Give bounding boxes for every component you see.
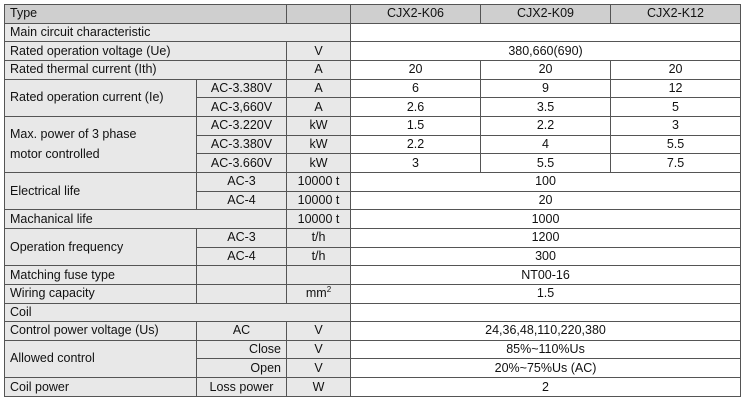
label-mechanical-life: Machanical life <box>5 210 287 229</box>
unit-operation-current-1: A <box>287 79 351 98</box>
value-thermal-current-k06: 20 <box>351 60 481 79</box>
cat-coil-power: Loss power <box>197 378 287 397</box>
value-rated-voltage: 380,660(690) <box>351 42 741 61</box>
label-wiring-capacity: Wiring capacity <box>5 284 197 303</box>
cat-max-power-1: AC-3.220V <box>197 116 287 135</box>
cat-electrical-life-1: AC-3 <box>197 172 287 191</box>
unit-max-power-2: kW <box>287 135 351 154</box>
value-electrical-life-2: 20 <box>351 191 741 210</box>
value-max-power-2-k06: 2.2 <box>351 135 481 154</box>
value-max-power-2-k09: 4 <box>481 135 611 154</box>
cat-max-power-2: AC-3.380V <box>197 135 287 154</box>
unit-coil-power: W <box>287 378 351 397</box>
value-mechanical-life: 1000 <box>351 210 741 229</box>
unit-operation-frequency-2: t/h <box>287 247 351 266</box>
unit-max-power-1: kW <box>287 116 351 135</box>
label-rated-voltage: Rated operation voltage (Ue) <box>5 42 287 61</box>
unit-mechanical-life: 10000 t <box>287 210 351 229</box>
unit-operation-current-2: A <box>287 98 351 117</box>
value-operation-current-2-k09: 3.5 <box>481 98 611 117</box>
label-max-power-line1: Max. power of 3 phase <box>10 127 137 142</box>
section-row-main <box>5 23 741 42</box>
value-operation-frequency-2: 300 <box>351 247 741 266</box>
value-operation-current-1-k06: 6 <box>351 79 481 98</box>
unit-allowed-control-close: V <box>287 340 351 359</box>
value-max-power-3-k06: 3 <box>351 154 481 173</box>
value-allowed-control-open: 20%~75%Us (AC) <box>351 359 741 378</box>
cat-operation-frequency-1: AC-3 <box>197 228 287 247</box>
value-thermal-current-k12: 20 <box>611 60 741 79</box>
model-header-k12: CJX2-K12 <box>611 5 741 24</box>
value-coil-power: 2 <box>351 378 741 397</box>
row-coil-power <box>5 378 741 397</box>
value-operation-current-1-k12: 12 <box>611 79 741 98</box>
model-header-k09: CJX2-K09 <box>481 5 611 24</box>
section-row-coil <box>5 303 741 322</box>
row-control-voltage <box>5 322 741 341</box>
value-control-voltage: 24,36,48,110,220,380 <box>351 322 741 341</box>
label-thermal-current: Rated thermal current (Ith) <box>5 60 287 79</box>
unit-max-power-3: kW <box>287 154 351 173</box>
row-fuse-type <box>5 266 741 285</box>
row-operation-frequency-1 <box>5 228 741 247</box>
row-wiring-capacity <box>5 284 741 303</box>
cat-electrical-life-2: AC-4 <box>197 191 287 210</box>
section-main-circuit: Main circuit characteristic <box>5 23 351 42</box>
row-rated-voltage <box>5 42 741 61</box>
label-operation-current: Rated operation current (Ie) <box>5 79 197 116</box>
spec-table <box>4 4 741 397</box>
row-electrical-life-1 <box>5 172 741 191</box>
value-wiring-capacity: 1.5 <box>351 284 741 303</box>
row-max-power-1 <box>5 116 741 135</box>
unit-control-voltage: V <box>287 322 351 341</box>
label-max-power-line2: motor controlled <box>10 147 100 162</box>
row-allowed-control-1 <box>5 340 741 359</box>
value-max-power-1-k12: 3 <box>611 116 741 135</box>
unit-electrical-life-1: 10000 t <box>287 172 351 191</box>
type-header: Type <box>5 5 287 24</box>
header-row <box>5 5 741 24</box>
unit-operation-frequency-1: t/h <box>287 228 351 247</box>
unit-wiring-capacity: $mm^2$ <box>287 284 351 303</box>
row-thermal-current <box>5 60 741 79</box>
value-operation-current-2-k06: 2.6 <box>351 98 481 117</box>
cat-operation-current-2: AC-3,660V <box>197 98 287 117</box>
label-allowed-control: Allowed control <box>5 340 197 377</box>
cat-allowed-control-close: Close <box>197 340 287 359</box>
value-operation-current-2-k12: 5 <box>611 98 741 117</box>
unit-electrical-life-2: 10000 t <box>287 191 351 210</box>
label-max-power <box>5 116 197 172</box>
row-operation-current-1 <box>5 79 741 98</box>
unit-allowed-control-open: V <box>287 359 351 378</box>
label-electrical-life: Electrical life <box>5 172 197 209</box>
row-mechanical-life <box>5 210 741 229</box>
label-coil-power: Coil power <box>5 378 197 397</box>
cat-operation-current-1: AC-3.380V <box>197 79 287 98</box>
value-operation-frequency-1: 1200 <box>351 228 741 247</box>
label-fuse-type: Matching fuse type <box>5 266 197 285</box>
unit-rated-voltage: V <box>287 42 351 61</box>
value-thermal-current-k09: 20 <box>481 60 611 79</box>
value-max-power-3-k09: 5.5 <box>481 154 611 173</box>
unit-thermal-current: A <box>287 60 351 79</box>
label-operation-frequency: Operation frequency <box>5 228 197 265</box>
label-control-voltage: Control power voltage (Us) <box>5 322 197 341</box>
cat-control-voltage: AC <box>197 322 287 341</box>
unit-header <box>287 5 351 24</box>
model-header-k06: CJX2-K06 <box>351 5 481 24</box>
section-coil: Coil <box>5 303 351 322</box>
cat-allowed-control-open: Open <box>197 359 287 378</box>
cat-operation-frequency-2: AC-4 <box>197 247 287 266</box>
value-allowed-control-close: 85%~110%Us <box>351 340 741 359</box>
value-max-power-1-k09: 2.2 <box>481 116 611 135</box>
cat-max-power-3: AC-3.660V <box>197 154 287 173</box>
value-max-power-3-k12: 7.5 <box>611 154 741 173</box>
value-fuse-type: NT00-16 <box>351 266 741 285</box>
value-max-power-2-k12: 5.5 <box>611 135 741 154</box>
value-max-power-1-k06: 1.5 <box>351 116 481 135</box>
value-operation-current-1-k09: 9 <box>481 79 611 98</box>
value-electrical-life-1: 100 <box>351 172 741 191</box>
